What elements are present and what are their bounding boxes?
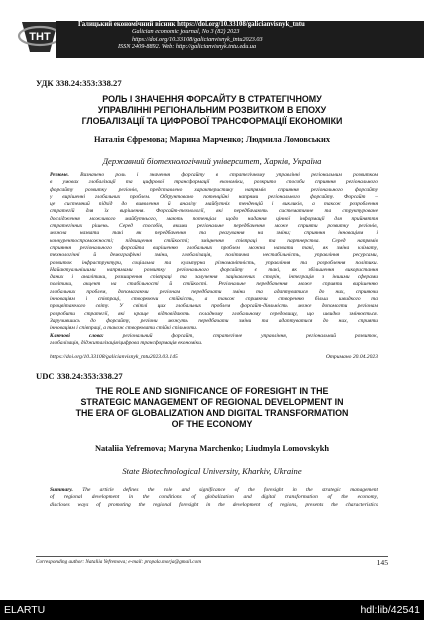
en-abstract-line: of regional development in the conditions of globalization and digital transformation of the economy, — [50, 494, 378, 501]
ua-abstract-line: Найактуальнішими напрямами розвитку регіонального форсайту є такі, як збільшення використання — [50, 266, 378, 273]
page-footer — [36, 559, 388, 565]
ua-abstract-line: інноваціям і співпраці, а також створювати стійкі спільноти. — [50, 325, 198, 332]
ua-abstract-line: технологічні й демографічні зміни, глобалізація, політична нестабільність, управління ресурсами, — [50, 252, 378, 259]
repository-label: ELARTU — [4, 604, 46, 616]
ua-abstract-line: це системний підхід до виявлення й аналізу майбутніх тенденцій і викликів, а також розроблення — [50, 201, 378, 208]
ua-keywords-line: Ключові слова: регіональний форсайт, стратегічне управління, регіональний розвиток, — [50, 332, 378, 339]
ua-abstract-line: глобальних проблем, допомагаючи регіонам передбачати зміни та адаптуватися до них, сприяючи — [50, 288, 378, 295]
en-affiliation: State Biotechnological University, Kharkiv, Ukraine — [122, 466, 302, 476]
handle-link[interactable]: hdl:lib/42541 — [360, 604, 420, 616]
ua-abstract-line: процвітаючого світу. У світлі цих глобальних проблем форсайт-діяльність може допомогти регіонам — [50, 303, 378, 310]
ua-affiliation: Державний біотехнологічний університет, Харків, Україна — [102, 156, 322, 166]
ua-udc: УДК 338.24:353:338.27 — [36, 78, 122, 88]
en-abstract — [50, 487, 378, 509]
journal-header — [16, 14, 416, 72]
ua-abstract-line: стратегічних рішень. Серед способів, якими регіональне передбачення може сприяти розвитку регіонів, — [50, 223, 378, 230]
journal-issue-line: Galician economic journal, No 3 (82) 2023 — [132, 28, 240, 36]
footer-divider — [36, 556, 388, 557]
ua-abstract-line: Резюме. Визначено роль і значення форсайту в стратегічному управлінні регіональним розвитком — [50, 172, 378, 178]
corresponding-author: Corresponding author: Nataliia Yefremova; e-mail: propala.morja@gmail.com — [36, 559, 201, 565]
logo-text: ТНТ — [29, 31, 51, 43]
en-udc: UDC 338.24:353:338.27 — [36, 371, 123, 381]
ua-title-line: УПРАВЛІННІ РЕГІОНАЛЬНИМ РОЗВИТКОМ В ЕПОХУ — [97, 105, 327, 115]
page-number: 145 — [376, 558, 388, 567]
journal-title-line: Галицький економічний вісник https://doi.org/10.33108/galicianvisnyk_tntu — [78, 21, 305, 28]
en-title-line: THE ERA OF GLOBALIZATION AND DIGITAL TRANSFORMATION — [75, 408, 349, 418]
en-abstract-line: Summary. The article defines the role and significance of the foresight in the strategic management — [50, 487, 378, 493]
ua-abstract-line: стратегій для їх вирішення. Форсайт-технології, які передбачають систематичне та структуроване — [50, 208, 378, 215]
en-title — [30, 386, 394, 430]
en-title-line: THE ROLE AND SIGNIFICANCE OF FORESIGHT IN THE — [95, 386, 329, 396]
abstract-lead-label: Резюме. — [50, 172, 69, 178]
ua-abstract-line: конкурентоспроможності; підвищення стійкості; зміцнення співпраці та партнерства. Серед напрямів — [50, 237, 378, 244]
en-title-line: STRATEGIC MANAGEMENT OF REGIONAL DEVELOPMENT IN — [80, 397, 344, 407]
viewer-status-bar — [0, 600, 424, 620]
ua-abstract-line: даних і аналітики, розширення співпраці та залучення зацікавлених сторін, інтеграція з іншими сферами — [50, 274, 378, 281]
ua-title-line: РОЛЬ І ЗНАЧЕННЯ ФОРСАЙТУ В СТРАТЕГІЧНОМУ — [102, 94, 322, 104]
ua-abstract — [50, 172, 378, 347]
ua-abstract-line: інноваціям і співпраці, створюючи стійкість, а також сприяючи створенню більш швидкого та — [50, 296, 378, 303]
ua-abstract-line: розробити стратегії, які краще відповідають складному глобальному середовищу, що швидко змінюється. — [50, 310, 378, 317]
abstract-lead-label: Summary. — [50, 487, 73, 493]
ua-keywords-line: глобалізація, діджиталізація/цифрова трансформація економіки. — [50, 339, 203, 346]
ua-abstract-line: в умовах глобалізації та цифрової трансформації економіки, розкрито способи сприяння регіонального — [50, 179, 378, 186]
en-abstract-line: discloses ways of promoting the regional foresight in the development of regions, presents the characteristics — [50, 501, 378, 508]
journal-doi-line: https://doi.org/10.33108/galicianvisnyk_tntu2023.03 — [132, 35, 263, 43]
journal-issn-line: ISSN 2409-8892. Web: http://galicianvisnyk.tntu.edu.ua — [118, 42, 257, 50]
ua-abstract-line: дослідження можливого майбутнього, мають потенціал щодо надання цінної інформації для прийняття — [50, 215, 378, 222]
ua-authors: Наталія Єфремова; Марина Марченко; Людмила Ломовських — [93, 135, 331, 144]
ua-title — [30, 94, 394, 127]
ua-abstract-line: форсайту розвитку регіонів, представлено характеристику напрямів сприяння регіонального форсайту — [50, 186, 378, 193]
ua-abstract-line: Заручившись до форсайту, регіони можуть передбачати зміни та адаптуватися до них, сприяти — [50, 317, 378, 324]
ua-abstract-line: можна назвати такі як передбачення та реагування на зміни; сприяння інноваціям і — [50, 230, 378, 237]
ua-doi-row — [50, 354, 378, 360]
ua-abstract-line: розвиток інфраструктури, соціальна та культурна різноманітність, управління та розроблення політики. — [50, 259, 378, 266]
ua-title-line: ГЛОБАЛІЗАЦІЇ ТА ЦИФРОВОЇ ТРАНСФОРМАЦІЇ ЕКОНОМІКИ — [81, 116, 343, 126]
abstract-lead-label: Ключові слова: — [50, 332, 104, 339]
header-text — [78, 21, 422, 50]
ua-abstract-line: сприяння регіонального форсайта вирішенню глобальних проблем можна назвати такі, як зміна клімату, — [50, 244, 378, 251]
en-title-line: OF THE ECONOMY — [171, 419, 253, 429]
ua-abstract-line: у вирішенні глобальних проблем. Обґрунтовано потенційні напрями регіонального форсайту. Форсайт – — [50, 193, 378, 200]
received-date: Отримано 20.04.2023 — [325, 354, 378, 360]
article-doi-link[interactable]: https://doi.org/10.33108/galicianvisnyk_tntu2023.03.145 — [50, 354, 178, 360]
en-authors: Nataliia Yefremova; Maryna Marchenko; Liudmyla Lomovskykh — [94, 444, 330, 453]
ua-abstract-line: політики, акцент на стабільності й стійкості. Регіональне передбачення може сприяти вирішенню — [50, 281, 378, 288]
